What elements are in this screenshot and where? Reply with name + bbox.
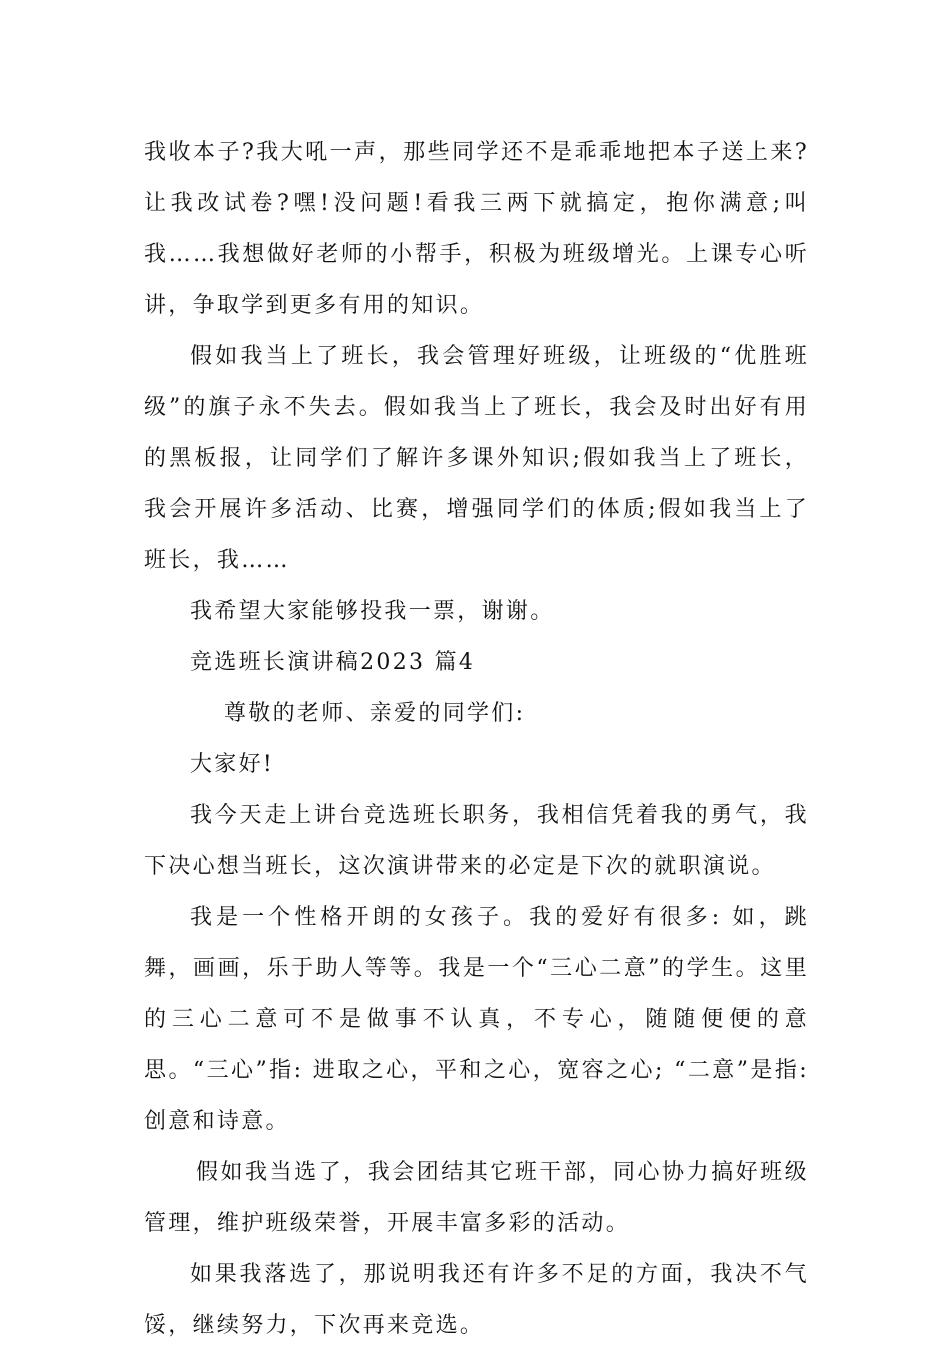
paragraph-if-monitor: 假如我当上了班长，我会管理好班级，让班级的“优胜班级”的旗子永不失去。假如我当上了班长，我会及时出好有用的黑板报，让同学们了解许多课外知识;假如我当上了班长，我会开展许多活动、比赛，增强同学们的体质;假如我当上了班长，我…… xyxy=(144,344,809,573)
paragraph-personality: 我是一个性格开朗的女孩子。我的爱好有很多: 如，跳舞，画画，乐于助人等等。我是一个“三心二意”的学生。这里的三心二意可不是做事不认真，不专心，随随便便的意思。“三心”指: 进取之心，平和之心，宽容之心; “二意”是指: 创意和诗意。 xyxy=(144,905,809,1134)
paragraph-if-elected: 假如我当选了，我会团结其它班干部，同心协力搞好班级管理，维护班级荣誉，开展丰富多彩的活动。 xyxy=(144,1160,809,1236)
paragraph-vote-request: 我希望大家能够投我一票，谢谢。 xyxy=(190,599,555,624)
greeting: 大家好! xyxy=(190,752,275,777)
paragraph-intro: 我今天走上讲台竞选班长职务，我相信凭着我的勇气，我下决心想当班长，这次演讲带来的必定是下次的就职演说。 xyxy=(144,803,809,879)
paragraph-continuation: 我收本子?我大吼一声，那些同学还不是乖乖地把本子送上来?让我改试卷?嘿!没问题!看我三两下就搞定，抱你满意;叫我……我想做好老师的小帮手，积极为班级增光。上课专心听讲，争取学到更多有用的知识。 xyxy=(144,140,809,318)
paragraph-if-not-elected: 如果我落选了，那说明我还有许多不足的方面，我决不气馁，继续努力，下次再来竞选。 xyxy=(144,1262,809,1338)
salutation: 尊敬的老师、亲爱的同学们: xyxy=(224,701,526,726)
section-heading: 竞选班长演讲稿2023 篇4 xyxy=(190,650,476,675)
document-body xyxy=(144,127,809,1351)
